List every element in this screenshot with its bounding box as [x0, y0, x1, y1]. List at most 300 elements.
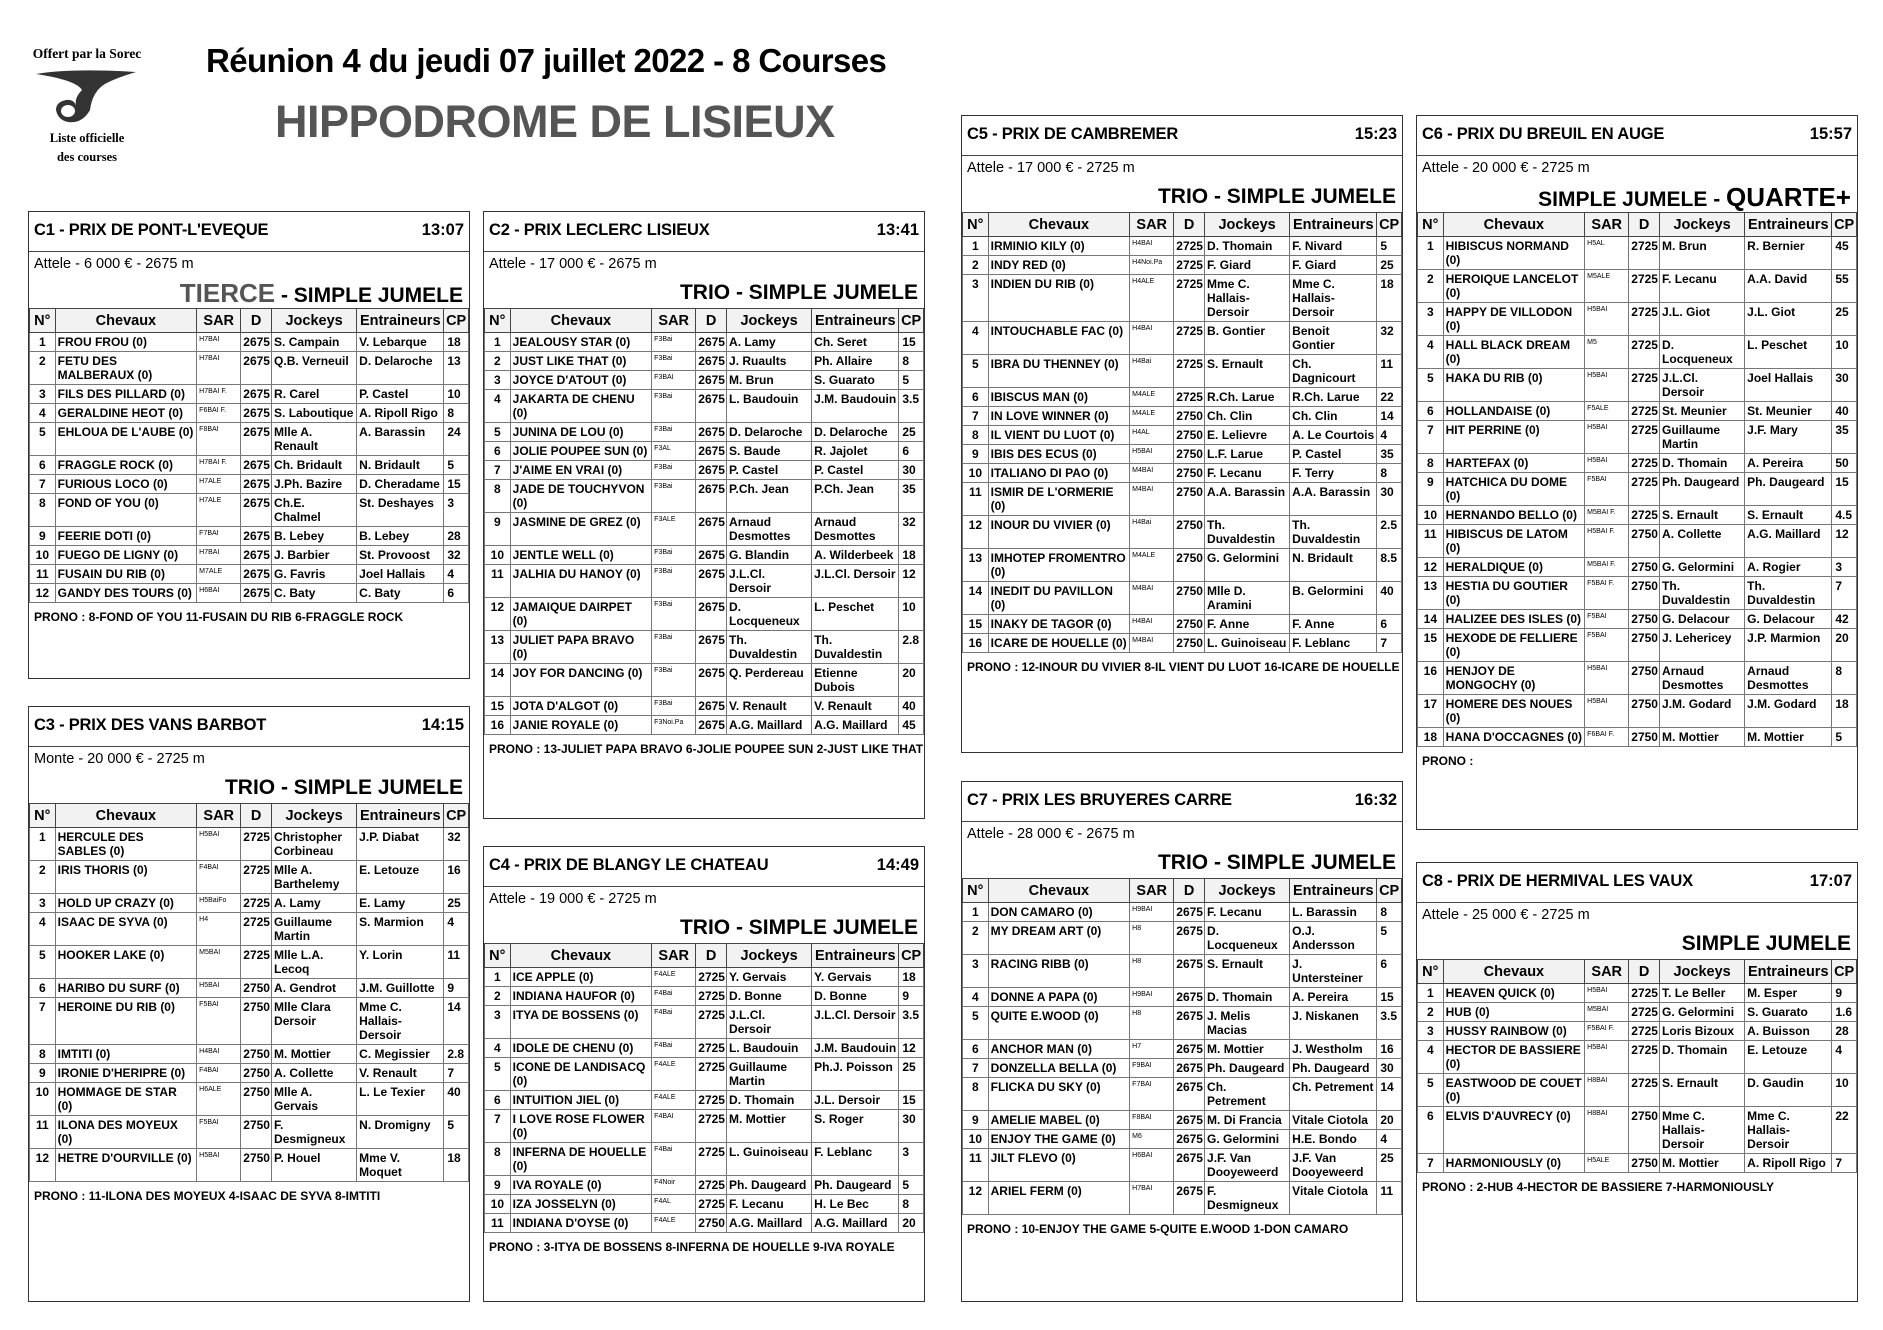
entry-dist: 2675	[1174, 1078, 1205, 1111]
entry-jockey: F. Lecanu	[727, 1195, 812, 1214]
entry-number: 3	[485, 1006, 511, 1039]
entry-trainer: C. Megissier	[357, 1045, 444, 1064]
entry-number: 3	[30, 894, 56, 913]
entry-sar: F6BAI F.	[1585, 728, 1629, 747]
horse-name: JOY FOR DANCING (0)	[510, 664, 652, 697]
entry-cp: 9	[1832, 984, 1857, 1003]
entry-number: 8	[1418, 454, 1444, 473]
race-conditions: Attele - 25 000 € - 2725 m	[1422, 907, 1590, 923]
entry-cp: 40	[899, 697, 924, 716]
table-row	[963, 1149, 1402, 1182]
entry-dist: 2675	[1174, 1149, 1205, 1182]
horse-name: IRONIE D'HERIPRE (0)	[55, 1064, 197, 1083]
entry-dist: 2750	[696, 1214, 727, 1233]
entry-dist: 2725	[696, 1006, 727, 1039]
table-row	[485, 333, 924, 352]
entry-dist: 2725	[696, 968, 727, 987]
entry-number: 12	[1418, 558, 1444, 577]
entry-jockey: Mme C. Hallais-Dersoir	[1205, 275, 1290, 322]
entry-dist: 2675	[696, 664, 727, 697]
entry-trainer: Ch. Petrement	[1290, 1078, 1377, 1111]
entry-sar: H7BAI F.	[197, 456, 241, 475]
entry-trainer: Ch. Seret	[812, 333, 899, 352]
entry-sar: M4BAI	[1130, 483, 1174, 516]
entry-trainer: B. Lebey	[357, 527, 444, 546]
entry-number: 6	[30, 979, 56, 998]
entry-cp: 32	[444, 546, 469, 565]
race-header	[962, 116, 1402, 156]
entry-number: 2	[485, 987, 511, 1006]
race-header	[29, 707, 469, 747]
entry-trainer: A. Buisson	[1745, 1022, 1832, 1041]
race-card-c4	[483, 846, 925, 1302]
entry-sar: H8BAI	[1585, 1074, 1629, 1107]
entry-jockey: Arnaud Desmottes	[727, 513, 812, 546]
entry-cp: 5	[444, 456, 469, 475]
horse-name: FEERIE DOTI (0)	[55, 527, 197, 546]
entry-jockey: F. Lecanu	[1205, 464, 1290, 483]
entry-jockey: E. Lelievre	[1205, 426, 1290, 445]
col-header-horse: Chevaux	[988, 879, 1130, 903]
entry-sar: H4ALE	[1130, 275, 1174, 322]
entry-cp: 1.6	[1832, 1003, 1857, 1022]
table-row	[1418, 984, 1857, 1003]
race-time: 14:49	[876, 856, 919, 874]
table-row	[963, 407, 1402, 426]
col-header-cp: CP	[1832, 213, 1857, 237]
entry-dist: 2675	[241, 385, 272, 404]
entry-sar: H5BAI	[1130, 445, 1174, 464]
entry-number: 9	[485, 513, 511, 546]
entry-trainer: Ph.J. Poisson	[812, 1058, 899, 1091]
table-row	[485, 565, 924, 598]
entry-trainer: L. Peschet	[1745, 336, 1832, 369]
table-row	[963, 426, 1402, 445]
entry-sar: M4BAI	[1130, 634, 1174, 653]
race-card-c6	[1416, 115, 1858, 830]
horse-name: DONZELLA BELLA (0)	[988, 1059, 1130, 1078]
table-row	[485, 716, 924, 735]
horse-name: HESTIA DU GOUTIER (0)	[1443, 577, 1585, 610]
entry-dist: 2725	[1629, 303, 1660, 336]
col-header-sar: SAR	[652, 309, 696, 333]
col-header-horse: Chevaux	[1443, 960, 1585, 984]
entry-jockey: Ph. Daugeard	[727, 1176, 812, 1195]
entry-cp: 28	[444, 527, 469, 546]
entry-dist: 2675	[241, 546, 272, 565]
entry-dist: 2675	[696, 480, 727, 513]
entry-trainer: A. Rogier	[1745, 558, 1832, 577]
race-card-c8	[1416, 862, 1858, 1302]
entry-sar: F5BAI F.	[1585, 1022, 1629, 1041]
horse-name: ANCHOR MAN (0)	[988, 1040, 1130, 1059]
table-row	[485, 480, 924, 513]
entry-sar: H8BAI	[1585, 1107, 1629, 1154]
col-header-sar: SAR	[1585, 960, 1629, 984]
table-row	[30, 475, 469, 494]
horse-name: ITALIANO DI PAO (0)	[988, 464, 1130, 483]
entry-dist: 2725	[1629, 270, 1660, 303]
horse-name: HUB (0)	[1443, 1003, 1585, 1022]
table-row	[1418, 270, 1857, 303]
entry-dist: 2750	[1174, 615, 1205, 634]
entry-jockey: D. Thomain	[1205, 237, 1290, 256]
entry-dist: 2750	[1174, 516, 1205, 549]
table-row	[30, 1064, 469, 1083]
entry-trainer: E. Letouze	[357, 861, 444, 894]
entry-jockey: F. Giard	[1205, 256, 1290, 275]
entry-sar: M5ALE	[1585, 270, 1629, 303]
table-row	[30, 456, 469, 475]
entry-jockey: S. Ernault	[1660, 506, 1745, 525]
entry-jockey: D. Locqueneux	[1205, 922, 1290, 955]
entry-jockey: J.M. Godard	[1660, 695, 1745, 728]
entry-number: 17	[1418, 695, 1444, 728]
table-row	[485, 1091, 924, 1110]
entry-sar: F8BAI	[1130, 1111, 1174, 1130]
entry-dist: 2675	[241, 527, 272, 546]
entry-cp: 14	[444, 998, 469, 1045]
race-prono: PRONO : 12-INOUR DU VIVIER 8-IL VIENT DU LUOT 16-ICARE DE HOUELLE	[967, 660, 1400, 674]
table-row	[30, 546, 469, 565]
entry-number: 8	[30, 494, 56, 527]
col-header-dist: D	[1174, 879, 1205, 903]
entry-number: 7	[963, 407, 989, 426]
entry-jockey: J.Ph. Bazire	[272, 475, 357, 494]
entry-number: 5	[963, 355, 989, 388]
entry-dist: 2725	[1174, 237, 1205, 256]
entry-sar: H5BAI	[1585, 369, 1629, 402]
table-row	[963, 634, 1402, 653]
horse-name: EHLOUA DE L'AUBE (0)	[55, 423, 197, 456]
entry-sar: F5BAI	[197, 1116, 241, 1149]
entry-sar: H4BAI	[1130, 322, 1174, 355]
entry-sar: F3AL	[652, 442, 696, 461]
table-row	[963, 955, 1402, 988]
entry-dist: 2750	[241, 1045, 272, 1064]
entry-dist: 2725	[1174, 256, 1205, 275]
entry-jockey: V. Renault	[727, 697, 812, 716]
entry-number: 11	[1418, 525, 1444, 558]
entry-trainer: D. Gaudin	[1745, 1074, 1832, 1107]
entry-trainer: H. Le Bec	[812, 1195, 899, 1214]
entry-sar: F3Bai	[652, 461, 696, 480]
horse-name: HOMERE DES NOUES (0)	[1443, 695, 1585, 728]
entry-number: 1	[963, 903, 989, 922]
entry-dist: 2725	[696, 1195, 727, 1214]
entry-cp: 6	[899, 442, 924, 461]
horse-name: INTUITION JIEL (0)	[510, 1091, 652, 1110]
entry-number: 9	[963, 1111, 989, 1130]
col-header-jockey: Jockeys	[727, 944, 812, 968]
table-row	[30, 979, 469, 998]
race-card-c7	[961, 781, 1403, 1302]
entry-jockey: Th. Duvaldestin	[727, 631, 812, 664]
entry-trainer: F. Leblanc	[1290, 634, 1377, 653]
entry-trainer: R.Ch. Larue	[1290, 388, 1377, 407]
entry-number: 11	[485, 1214, 511, 1233]
entry-sar: H4Bai	[1130, 516, 1174, 549]
race-bet-types	[1417, 182, 1857, 212]
bet-types-rest: SIMPLE JUMELE	[1681, 932, 1851, 955]
entry-cp: 3	[444, 494, 469, 527]
horse-name: JULIET PAPA BRAVO (0)	[510, 631, 652, 664]
entry-number: 4	[30, 913, 56, 946]
entry-dist: 2675	[696, 461, 727, 480]
entry-number: 1	[1418, 237, 1444, 270]
entry-sar: F6BAI F.	[197, 404, 241, 423]
entry-trainer: A.A. David	[1745, 270, 1832, 303]
entry-jockey: Th. Duvaldestin	[1660, 577, 1745, 610]
table-row	[963, 1059, 1402, 1078]
race-time: 17:07	[1809, 872, 1852, 890]
entry-trainer: S. Roger	[812, 1110, 899, 1143]
entry-cp: 15	[1832, 473, 1857, 506]
entry-cp: 30	[1377, 483, 1402, 516]
entry-sar: F7BAI	[197, 527, 241, 546]
horse-name: FUEGO DE LIGNY (0)	[55, 546, 197, 565]
horse-name: HOMMAGE DE STAR (0)	[55, 1083, 197, 1116]
table-row	[485, 987, 924, 1006]
entry-dist: 2750	[1629, 610, 1660, 629]
entry-sar: H4AL	[1130, 426, 1174, 445]
entry-sar: H9BAI	[1130, 903, 1174, 922]
entry-jockey: M. Mottier	[1205, 1040, 1290, 1059]
col-header-cp: CP	[1377, 879, 1402, 903]
entry-cp: 30	[1832, 369, 1857, 402]
entry-number: 3	[963, 275, 989, 322]
race-title: C4 - PRIX DE BLANGY LE CHATEAU	[489, 856, 769, 874]
entry-trainer: F. Terry	[1290, 464, 1377, 483]
entry-number: 7	[485, 1110, 511, 1143]
horse-name: JEALOUSY STAR (0)	[510, 333, 652, 352]
table-row	[30, 565, 469, 584]
table-row	[485, 1176, 924, 1195]
col-header-horse: Chevaux	[55, 309, 197, 333]
entry-cp: 20	[899, 1214, 924, 1233]
entry-jockey: G. Delacour	[1660, 610, 1745, 629]
entry-jockey: D. Thomain	[1660, 454, 1745, 473]
horse-name: HIBISCUS NORMAND (0)	[1443, 237, 1585, 270]
entry-sar: F4ALE	[652, 1058, 696, 1091]
entry-trainer: Vitale Ciotola	[1290, 1182, 1377, 1215]
entry-number: 11	[963, 1149, 989, 1182]
entry-sar: F4BAI	[652, 1110, 696, 1143]
entry-jockey: A.G. Maillard	[727, 1214, 812, 1233]
entry-dist: 2750	[1174, 407, 1205, 426]
race-title: C6 - PRIX DU BREUIL EN AUGE	[1422, 125, 1665, 143]
entry-sar: M6	[1130, 1130, 1174, 1149]
horse-name: JAKARTA DE CHENU (0)	[510, 390, 652, 423]
entry-number: 11	[485, 565, 511, 598]
race-header	[1417, 116, 1857, 156]
entry-cp: 11	[1377, 355, 1402, 388]
entry-number: 8	[963, 426, 989, 445]
entry-trainer: J.L. Giot	[1745, 303, 1832, 336]
entries-table	[29, 803, 469, 1182]
race-prono: PRONO : 3-ITYA DE BOSSENS 8-INFERNA DE HOUELLE 9-IVA ROYALE	[489, 1240, 895, 1254]
entry-cp: 10	[1832, 336, 1857, 369]
bet-types-rest: SIMPLE JUMELE -	[1538, 188, 1727, 211]
entry-dist: 2725	[1629, 1003, 1660, 1022]
entry-jockey: St. Meunier	[1660, 402, 1745, 421]
horse-name: HENJOY DE MONGOCHY (0)	[1443, 662, 1585, 695]
entry-sar: H4Bai	[1130, 355, 1174, 388]
entry-cp: 8	[1832, 662, 1857, 695]
col-header-cp: CP	[444, 804, 469, 828]
table-row	[30, 1045, 469, 1064]
horse-name: HARIBO DU SURF (0)	[55, 979, 197, 998]
entry-dist: 2750	[241, 979, 272, 998]
entry-dist: 2675	[241, 456, 272, 475]
table-row	[30, 828, 469, 861]
entry-trainer: J. Westholm	[1290, 1040, 1377, 1059]
horse-name: INDY RED (0)	[988, 256, 1130, 275]
entry-cp: 4	[1377, 1130, 1402, 1149]
col-header-trainer: Entraineurs	[357, 804, 444, 828]
entry-trainer: S. Ernault	[1745, 506, 1832, 525]
horse-name: ILONA DES MOYEUX (0)	[55, 1116, 197, 1149]
bet-types-rest: - SIMPLE JUMELE	[275, 776, 463, 799]
entry-dist: 2750	[241, 1083, 272, 1116]
entry-number: 5	[1418, 369, 1444, 402]
table-row	[963, 1007, 1402, 1040]
entry-jockey: G. Blandin	[727, 546, 812, 565]
entry-number: 16	[1418, 662, 1444, 695]
entry-jockey: Q.B. Verneuil	[272, 352, 357, 385]
table-row	[485, 442, 924, 461]
entry-jockey: A. Lamy	[272, 894, 357, 913]
entry-jockey: Guillaume Martin	[272, 913, 357, 946]
table-row	[963, 275, 1402, 322]
col-header-jockey: Jockeys	[1205, 213, 1290, 237]
entry-trainer: M. Mottier	[1745, 728, 1832, 747]
horse-name: IN LOVE WINNER (0)	[988, 407, 1130, 426]
entry-dist: 2725	[1629, 1074, 1660, 1107]
entry-dist: 2675	[1174, 1007, 1205, 1040]
entry-jockey: Ph. Daugeard	[1660, 473, 1745, 506]
col-header-horse: Chevaux	[55, 804, 197, 828]
table-row	[485, 461, 924, 480]
entry-number: 10	[1418, 506, 1444, 525]
horse-name: INDIANA HAUFOR (0)	[510, 987, 652, 1006]
entry-dist: 2725	[1629, 402, 1660, 421]
entry-trainer: V. Lebarque	[357, 333, 444, 352]
entry-jockey: J. Lehericey	[1660, 629, 1745, 662]
entry-jockey: Loris Bizoux	[1660, 1022, 1745, 1041]
entry-dist: 2675	[1174, 1040, 1205, 1059]
entry-trainer: Th. Duvaldestin	[1745, 577, 1832, 610]
entry-number: 9	[30, 1064, 56, 1083]
horse-name: HANA D'OCCAGNES (0)	[1443, 728, 1585, 747]
entry-trainer: D. Bonne	[812, 987, 899, 1006]
entry-dist: 2675	[696, 352, 727, 371]
entry-sar: H7BAI	[197, 546, 241, 565]
entry-dist: 2675	[696, 423, 727, 442]
entry-dist: 2725	[1174, 355, 1205, 388]
entry-trainer: St. Provoost	[357, 546, 444, 565]
entry-jockey: J. Melis Macias	[1205, 1007, 1290, 1040]
entry-jockey: F. Lecanu	[1205, 903, 1290, 922]
entry-sar: M5BAI F.	[1585, 506, 1629, 525]
entry-number: 6	[963, 1040, 989, 1059]
entry-trainer: F. Anne	[1290, 615, 1377, 634]
horse-name: FETU DES MALBERAUX (0)	[55, 352, 197, 385]
entry-number: 10	[485, 1195, 511, 1214]
entry-sar: H6ALE	[197, 1083, 241, 1116]
entry-number: 2	[1418, 270, 1444, 303]
horse-name: ICE APPLE (0)	[510, 968, 652, 987]
entry-cp: 10	[899, 598, 924, 631]
entry-cp: 30	[899, 1110, 924, 1143]
horse-name: JADE DE TOUCHYVON (0)	[510, 480, 652, 513]
table-row	[485, 513, 924, 546]
entry-dist: 2750	[1174, 464, 1205, 483]
entry-trainer: Ph. Daugeard	[1745, 473, 1832, 506]
horse-name: IZA JOSSELYN (0)	[510, 1195, 652, 1214]
entry-jockey: Guillaume Martin	[727, 1058, 812, 1091]
horse-name: IBIS DES ECUS (0)	[988, 445, 1130, 464]
horse-name: DON CAMARO (0)	[988, 903, 1130, 922]
entry-sar: F3Bai	[652, 480, 696, 513]
race-title: C5 - PRIX DE CAMBREMER	[967, 125, 1179, 143]
entry-jockey: D. Thomain	[1660, 1041, 1745, 1074]
entry-trainer: A.G. Maillard	[812, 716, 899, 735]
entry-sar: H8	[1130, 955, 1174, 988]
race-title: C8 - PRIX DE HERMIVAL LES VAUX	[1422, 872, 1693, 890]
table-row	[963, 464, 1402, 483]
entry-trainer: Th. Duvaldestin	[812, 631, 899, 664]
entry-cp: 6	[1377, 955, 1402, 988]
entry-cp: 11	[444, 946, 469, 979]
entries-table	[962, 878, 1402, 1215]
entry-jockey: Ch. Petrement	[1205, 1078, 1290, 1111]
entry-dist: 2675	[696, 697, 727, 716]
entry-number: 4	[485, 1039, 511, 1058]
race-conditions: Attele - 20 000 € - 2725 m	[1422, 160, 1590, 176]
entry-trainer: A. Ripoll Rigo	[1745, 1154, 1832, 1173]
entry-sar: H5BAI F.	[1585, 525, 1629, 558]
entry-sar: M5BAI	[197, 946, 241, 979]
entry-sar: H7BAI	[197, 333, 241, 352]
table-header-row	[30, 309, 469, 333]
entry-trainer: J.M. Baudouin	[812, 390, 899, 423]
horse-name: ARIEL FERM (0)	[988, 1182, 1130, 1215]
entry-trainer: Mme C. Hallais-Dersoir	[1290, 275, 1377, 322]
entry-number: 2	[963, 922, 989, 955]
entry-trainer: A.A. Barassin	[1290, 483, 1377, 516]
entry-sar: F3Bai	[652, 333, 696, 352]
table-row	[1418, 1041, 1857, 1074]
entry-cp: 8.5	[1377, 549, 1402, 582]
entry-trainer: H.E. Bondo	[1290, 1130, 1377, 1149]
entry-cp: 35	[1377, 445, 1402, 464]
race-time: 16:32	[1354, 791, 1397, 809]
col-header-cp: CP	[1832, 960, 1857, 984]
entry-jockey: A. Gendrot	[272, 979, 357, 998]
entry-trainer: A. Barassin	[357, 423, 444, 456]
entry-jockey: Th. Duvaldestin	[1205, 516, 1290, 549]
entry-trainer: M. Esper	[1745, 984, 1832, 1003]
entry-number: 2	[963, 256, 989, 275]
race-card-c1	[28, 211, 470, 679]
entry-number: 7	[963, 1059, 989, 1078]
entry-number: 11	[963, 483, 989, 516]
entry-sar: H6BAI	[1130, 1149, 1174, 1182]
table-row	[30, 1116, 469, 1149]
entry-cp: 32	[1377, 322, 1402, 355]
entry-dist: 2725	[696, 1058, 727, 1091]
